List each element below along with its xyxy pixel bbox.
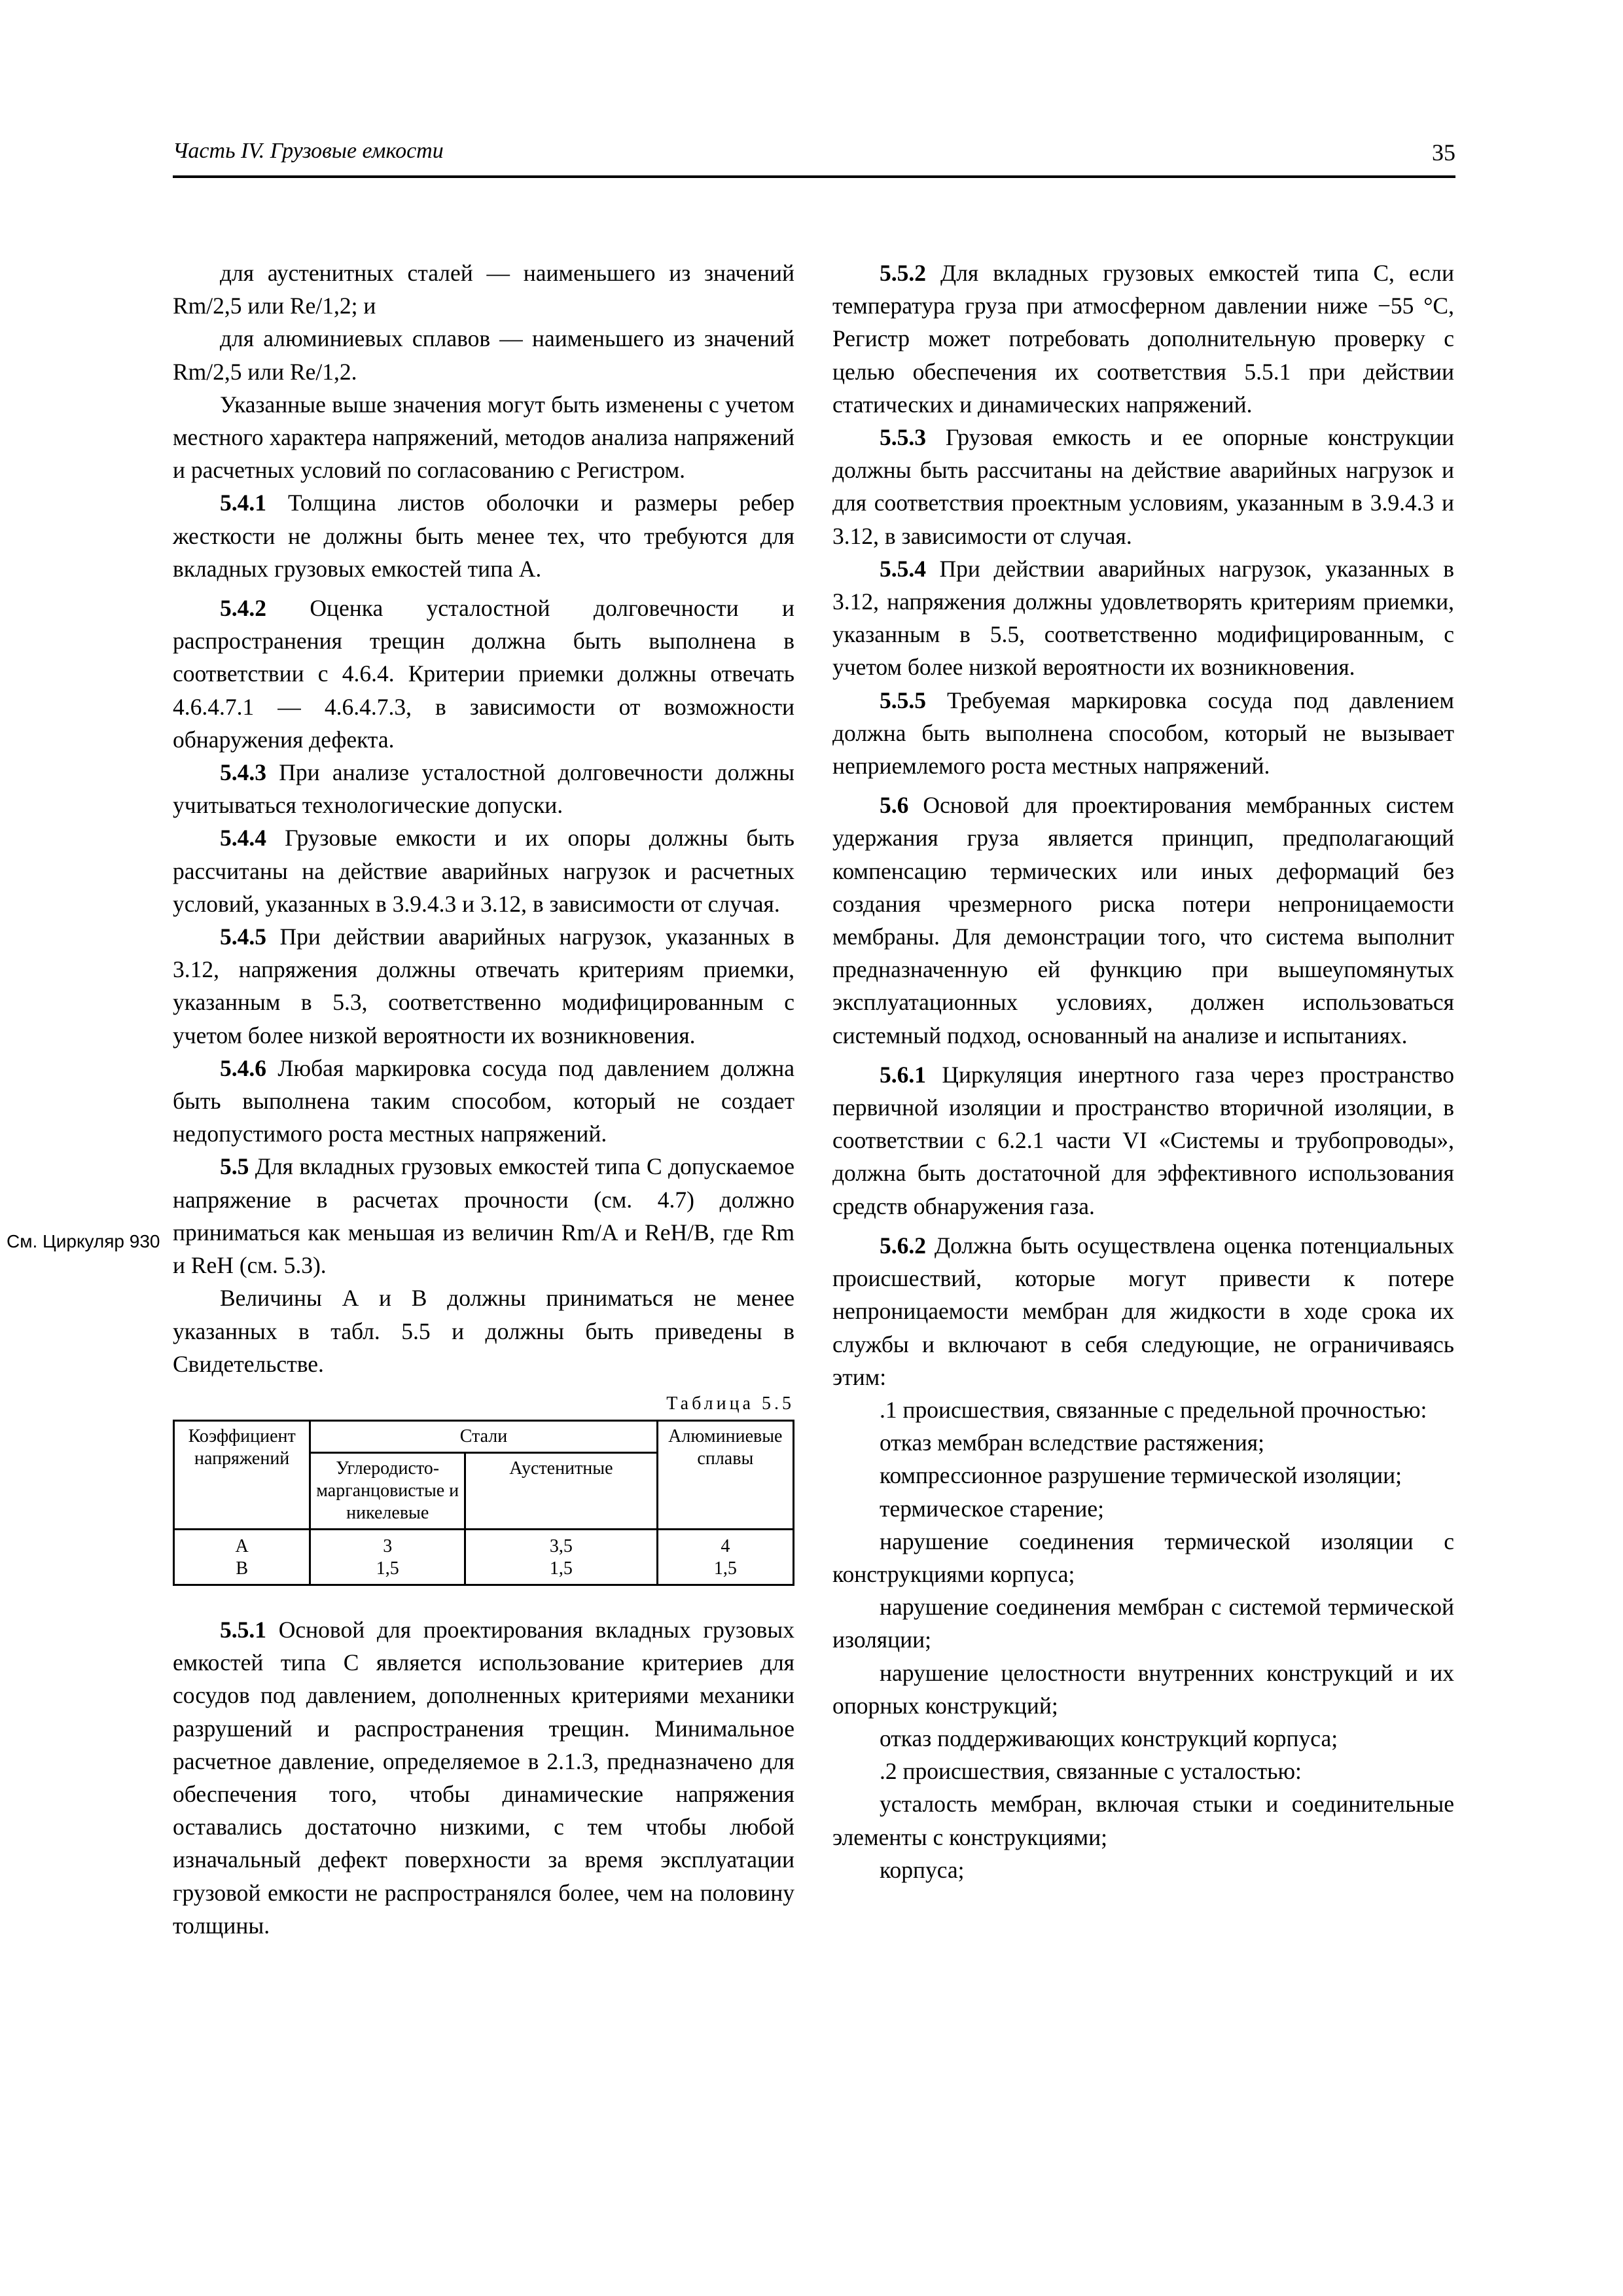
paragraph — [832, 789, 1454, 1052]
paragraph: Величины А и В должны приниматься не менее указанных в табл. 5.5 и должны быть приведены в Свидетельстве. — [173, 1285, 794, 1377]
clause-number: 5.6.1 — [880, 1061, 926, 1088]
paragraph — [832, 421, 1454, 552]
running-title: Часть IV. Грузовые емкости — [173, 139, 444, 163]
list-item: отказ мембран вследствие растяжения; — [880, 1429, 1264, 1456]
paragraph: для аустенитных сталей — наименьшего из значений Rm/2,5 или Re/1,2; и — [173, 260, 794, 319]
paragraph — [832, 552, 1454, 684]
list-item: нарушение соединения мембран с системой термической изоляции; — [832, 1594, 1454, 1653]
table-cell: 4 1,5 — [657, 1529, 793, 1585]
paragraph-text: Основой для проектирования вкладных грузовых емкостей типа С является использование критериев для сосудов под давлением, дополненных критериями механики разрушений и распространения трещин. Минимальное расчетное давление, определяемое в 2.1.3, предназначено для обеспечения того, чтобы динамические напряжения оставались достаточно низкими, с тем чтобы любой изначальный дефект поверхности за время эксплуатации грузовой емкости не распространялся более, чем на половину толщины. — [173, 1616, 794, 1939]
paragraph-text: При действии аварийных нагрузок, указанных в 3.12, напряжения должны отвечать критериям приемки, указанным в 5.3, соответственно модифицированным с учетом более низкой вероятности их возникновения. — [173, 924, 794, 1049]
paragraph-text: Толщина листов оболочки и размеры ребер жесткости не должны быть менее тех, что требуются для вкладных грузовых емкостей типа А. — [173, 490, 794, 582]
list-item: компрессионное разрушение термической изоляции; — [880, 1462, 1402, 1489]
header-rule — [173, 175, 1455, 178]
clause-number: 5.5.4 — [880, 555, 926, 582]
clause-number: 5.5.5 — [880, 687, 926, 713]
paragraph — [173, 756, 794, 821]
clause-number: 5.4.3 — [220, 759, 266, 786]
table-header-coefficient: Коэффициент напряжений — [174, 1420, 310, 1529]
list-item: усталость мембран, включая стыки и соединительные элементы с конструкциями; — [832, 1791, 1454, 1850]
paragraph — [173, 920, 794, 1052]
paragraph — [173, 486, 794, 585]
paragraph — [832, 1058, 1454, 1223]
list-item: отказ поддерживающих конструкций корпуса; — [880, 1725, 1338, 1751]
paragraph — [832, 1229, 1454, 1393]
right-column — [832, 257, 1454, 1886]
list-item: корпуса; — [880, 1856, 965, 1883]
paragraph-text: Циркуляция инертного газа через пространство первичной изоляции и пространство вторичной изоляции, в соответствии с 6.2.1 части VI «Системы и трубопроводы», должна быть достаточной для эффективного использования средств обнаружения газа. — [832, 1061, 1454, 1219]
paragraph — [173, 821, 794, 920]
table-cell: A B — [174, 1529, 310, 1585]
table-header-steels: Стали — [310, 1420, 657, 1452]
margin-note-circular: См. Циркуляр 930 — [7, 1231, 160, 1251]
left-column — [173, 257, 794, 1942]
list-item: .1 происшествия, связанные с предельной прочностью: — [880, 1396, 1427, 1423]
clause-number: 5.5 — [220, 1153, 249, 1180]
paragraph-text: Требуемая маркировка сосуда под давлением должна быть выполнена способом, который не вызывает неприемлемого роста местных напряжений. — [832, 687, 1454, 780]
stress-coefficient-table — [173, 1420, 794, 1586]
clause-number: 5.6.2 — [880, 1232, 926, 1259]
paragraph-text: Грузовые емкости и их опоры должны быть рассчитаны на действие аварийных нагрузок и расчетных условий, указанных в 3.9.4.3 и 3.12, в зависимости от случая. — [173, 825, 794, 917]
paragraph-text: Должна быть осуществлена оценка потенциальных происшествий, которые могут привести к потере непроницаемости мембран для жидкости в ходе срока их службы и включают в себя следующие, не ограничиваясь этим: — [832, 1232, 1454, 1390]
paragraph-text: Любая маркировка сосуда под давлением должна быть выполнена таким способом, который не создает недопустимого роста местных напряжений. — [173, 1054, 794, 1147]
paragraph — [173, 1613, 794, 1942]
clause-number: 5.4.4 — [220, 825, 266, 852]
running-header — [173, 139, 1455, 179]
paragraph-text: Оценка усталостной долговечности и распространения трещин должна быть выполнена в соответствии с 4.6.4. Критерии приемки должны отвечать 4.6.4.7.1 — 4.6.4.7.3, в зависимости от возможности обнаружения дефекта. — [173, 595, 794, 753]
paragraph — [832, 684, 1454, 783]
clause-number: 5.6 — [880, 792, 909, 819]
table-row — [174, 1529, 794, 1585]
table-cell: 3,5 1,5 — [465, 1529, 658, 1585]
list-item: термическое старение; — [880, 1495, 1105, 1522]
clause-number: 5.5.1 — [220, 1616, 266, 1643]
table-header-carbon-manganese: Углеродисто-марганцовистые и никелевые — [310, 1452, 465, 1529]
clause-number: 5.5.3 — [880, 424, 926, 451]
paragraph — [832, 257, 1454, 421]
list-item: нарушение целостности внутренних конструкций и их опорных конструкций; — [832, 1659, 1454, 1719]
clause-number: 5.4.2 — [220, 595, 266, 622]
paragraph-text: Грузовая емкость и ее опорные конструкции должны быть рассчитаны на действие аварийных нагрузок и для соответствия проектным условиям, указанным в 3.9.4.3 и 3.12, в зависимости от случая. — [832, 424, 1454, 549]
clause-number: 5.4.1 — [220, 490, 266, 516]
table-caption: Таблица 5.5 — [666, 1393, 794, 1414]
paragraph — [173, 1052, 794, 1151]
paragraph — [173, 1150, 794, 1282]
clause-number: 5.4.6 — [220, 1054, 266, 1081]
paragraph: для алюминиевых сплавов — наименьшего из значений Rm/2,5 или Re/1,2. — [173, 325, 794, 385]
paragraph-text: Для вкладных грузовых емкостей типа С, если температура груза при атмосферном давлении ниже −55 °С, Регистр может потребовать дополнительную проверку с целью обеспечения их соответствия 5.5.1 при действии статических и динамических напряжений. — [832, 260, 1454, 418]
table-cell: 3 1,5 — [310, 1529, 465, 1585]
clause-number: 5.5.2 — [880, 260, 926, 286]
list-item: нарушение соединения термической изоляции с конструкциями корпуса; — [832, 1528, 1454, 1587]
list-item: .2 происшествия, связанные с усталостью: — [880, 1758, 1302, 1785]
table-header-austenitic: Аустенитные — [465, 1452, 658, 1529]
paragraph-text: При анализе усталостной долговечности должны учитываться технологические допуски. — [173, 759, 794, 819]
paragraph-text: Для вкладных грузовых емкостей типа С допускаемое напряжение в расчетах прочности (см. 4.7) должно приниматься как меньшая из величин Rm/A и ReH/B, где Rm и ReH (см. 5.3). — [173, 1153, 794, 1279]
paragraph: Указанные выше значения могут быть изменены с учетом местного характера напряжений, методов анализа напряжений и расчетных условий по согласованию с Регистром. — [173, 391, 794, 484]
paragraph-text: При действии аварийных нагрузок, указанных в 3.12, напряжения должны удовлетворять критериям приемки, указанным в 5.5, соответственно модифицированным, с учетом более низкой вероятности их возникновения. — [832, 555, 1454, 681]
clause-number: 5.4.5 — [220, 924, 266, 950]
table-header-aluminium: Алюминиевые сплавы — [657, 1420, 793, 1529]
page-number: 35 — [1432, 139, 1455, 166]
paragraph — [173, 592, 794, 756]
paragraph-text: Основой для проектирования мембранных систем удержания груза является принцип, предполагающий компенсацию термических или иных деформаций без создания чрезмерного риска потери непроницаемости мембраны. Для демонстрации того, что система выполнит предназначенную ей функцию при вышеупомянутых эксплуатационных условиях, должен использоваться системный подход, основанный на анализе и испытаниях. — [832, 792, 1454, 1049]
